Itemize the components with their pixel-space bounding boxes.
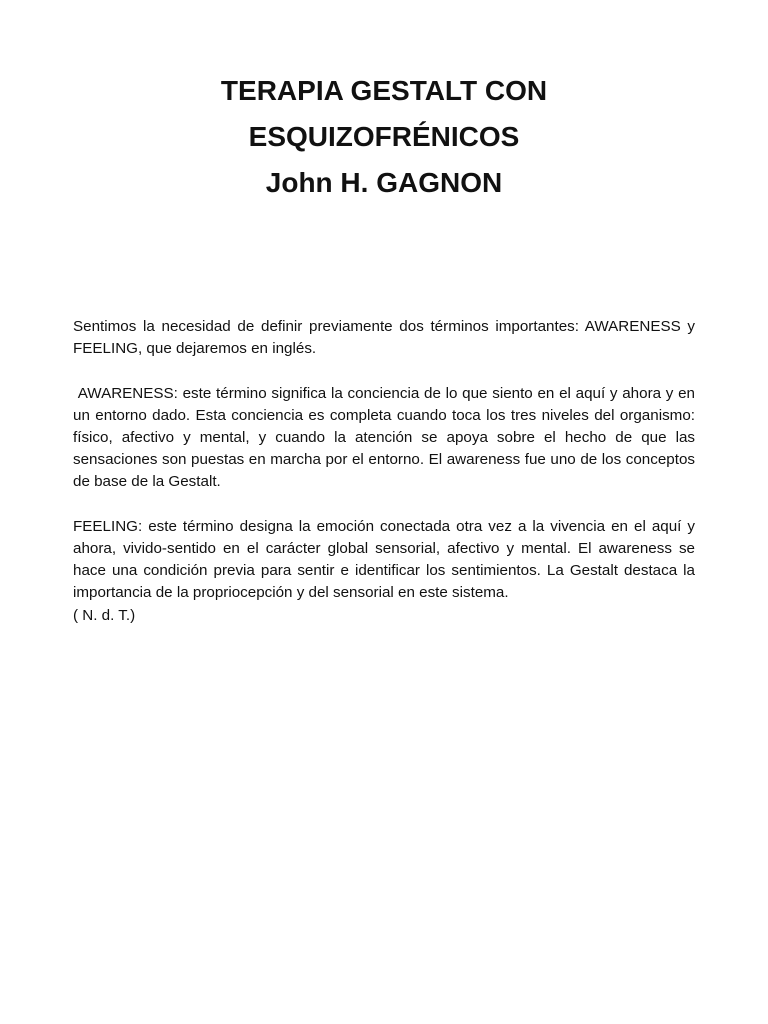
title-line-1: TERAPIA GESTALT CON: [220, 75, 548, 106]
paragraph-intro: Sentimos la necesidad de definir previamente dos términos importantes: AWARENESS y FEELING, que dejaremos en inglés.: [73, 318, 695, 358]
paragraph-awareness-text: AWARENESS: este término significa la conciencia de lo que siento en el aquí y ahora y en un entorno dado. Esta conciencia es completa cuando toca los tres niveles del organismo: físico, afectivo y mental, y cuando la atención se apoya sobre el hecho de que las sensaciones son puestas en marcha por el entorno. El awareness fue uno de los conceptos de base de la Gestalt.: [73, 384, 695, 491]
author-line: John H. GAGNON: [265, 167, 503, 198]
document-body: [73, 316, 695, 627]
document-title: [0, 68, 768, 206]
paragraph-feeling: FEELING: este término designa la emoción conectada otra vez a la vivencia en el aquí y ahora, vivido-sentido en el carácter global sensorial, afectivo y mental. El awareness se hace una condición previa para sentir e identificar los sentimientos. La Gestalt destaca la importancia de la propriocepción y del sensorial en este sistema.: [73, 517, 695, 602]
paragraph-awareness: [73, 383, 695, 494]
translator-note: ( N. d. T.): [73, 606, 136, 624]
title-line-2: ESQUIZOFRÉNICOS: [248, 121, 520, 152]
